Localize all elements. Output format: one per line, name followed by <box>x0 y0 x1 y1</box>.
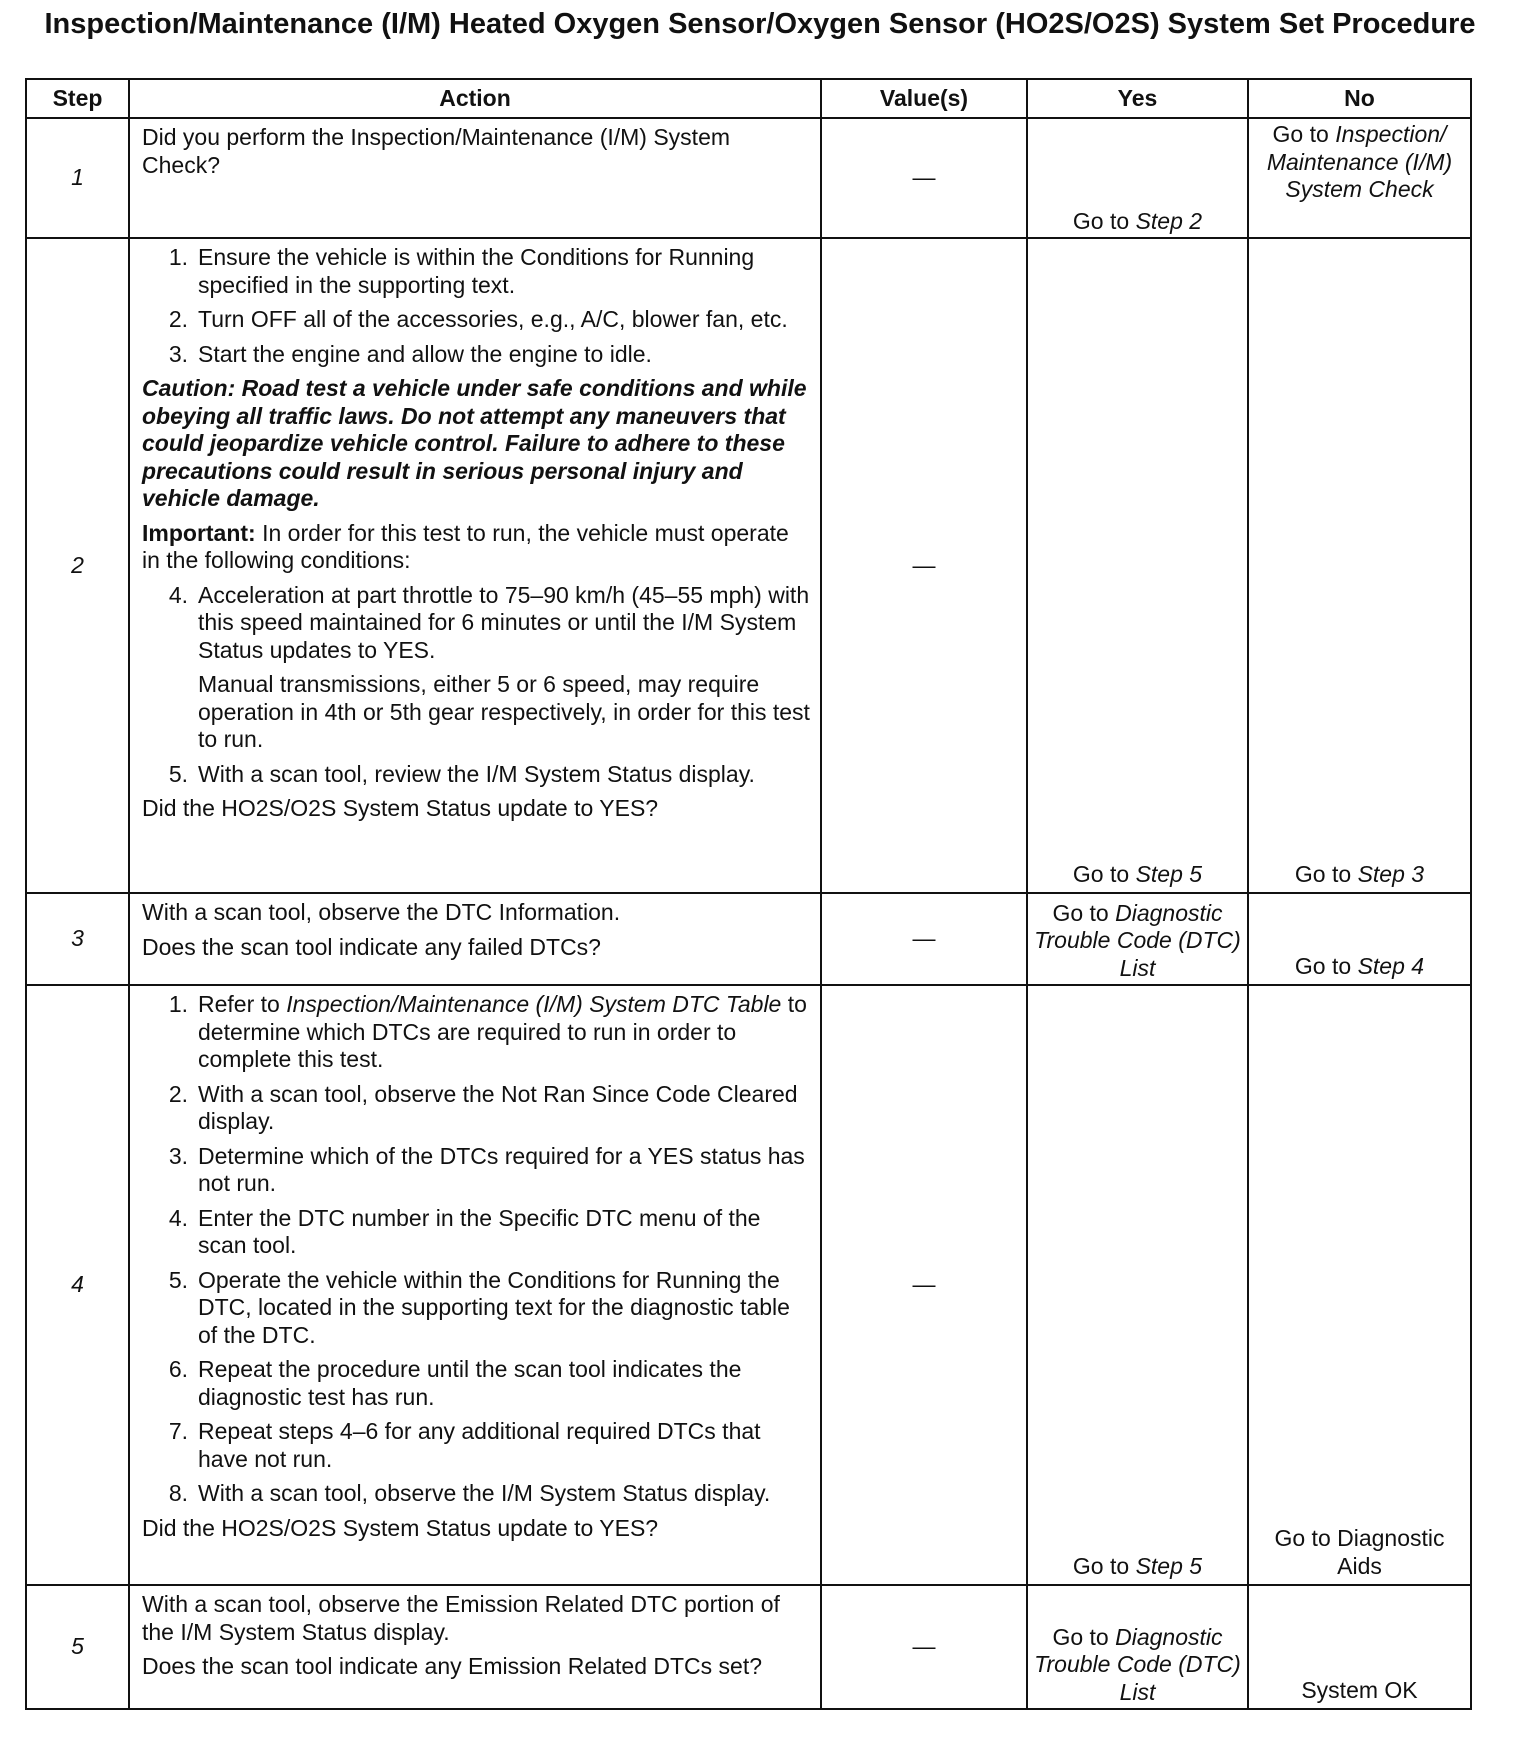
goto-link[interactable]: Diagnostic Trouble Code (DTC) List <box>1034 899 1241 981</box>
reference-link[interactable]: Inspection/Maintenance (I/M) System DTC Table <box>286 991 782 1017</box>
goto-link[interactable]: Step 3 <box>1357 860 1425 887</box>
table-row <box>26 893 1471 985</box>
goto-link[interactable]: Step 2 <box>1135 207 1203 234</box>
manual-transmission-note: Manual transmissions, either 5 or 6 speed, may require operation in 4th or 5th gear respectively, in order for this test to run. <box>198 671 810 752</box>
table-row <box>26 1585 1471 1709</box>
yes-cell: Go to Diagnostic Trouble Code (DTC) List <box>1027 1585 1248 1709</box>
caution-text: Caution: Road test a vehicle under safe conditions and while obeying all traffic laws. Do not attempt any maneuvers that could jeopardize vehicle control. Failure to adhere to these precautions could result in serious personal injury and vehicle damage. <box>142 375 807 511</box>
list-item: 6. Repeat the procedure until the scan tool indicates the diagnostic test has run. <box>168 1356 742 1410</box>
procedure-table <box>25 78 1472 1710</box>
action-cell <box>129 238 821 893</box>
list-item: 5. Operate the vehicle within the Conditions for Running the DTC, located in the supporting text for the diagnostic table of the DTC. <box>168 1266 790 1348</box>
step-number: 1 <box>26 118 129 238</box>
header-row <box>26 79 1471 118</box>
action-text: With a scan tool, observe the DTC Information. <box>142 899 621 925</box>
goto-link[interactable]: Diagnostic Trouble Code (DTC) List <box>1034 1623 1241 1705</box>
yes-cell: Go to Diagnostic Trouble Code (DTC) List <box>1027 893 1248 985</box>
question-text: Did the HO2S/O2S System Status update to YES? <box>142 795 659 821</box>
list-item: 5. With a scan tool, review the I/M System Status display. <box>168 760 755 787</box>
list-item: 2. Turn OFF all of the accessories, e.g., A/C, blower fan, etc. <box>168 306 788 332</box>
list-item: 4. Enter the DTC number in the Specific DTC menu of the scan tool. <box>168 1204 761 1258</box>
value-cell: — <box>821 118 1027 238</box>
step-number: 4 <box>26 985 129 1585</box>
yes-cell: Go to Step 5 <box>1027 238 1248 893</box>
action-cell <box>129 1585 821 1709</box>
header-step: Step <box>26 79 129 118</box>
action-text: With a scan tool, observe the Emission Related DTC portion of the I/M System Status display. <box>142 1591 780 1645</box>
list-item: 1. Ensure the vehicle is within the Conditions for Running specified in the supporting text. <box>168 244 755 298</box>
question-text: Did the HO2S/O2S System Status update to YES? <box>142 1514 659 1541</box>
status-text: System OK <box>1301 1676 1418 1703</box>
list-item: 4. Acceleration at part throttle to 75–90 km/h (45–55 mph) with this speed maintained for 6 minutes or until the I/M System Status updates to YES. <box>168 581 810 663</box>
action-cell <box>129 893 821 985</box>
no-cell: Go to Step 3 <box>1248 238 1471 893</box>
list-item: 7. Repeat steps 4–6 for any additional required DTCs that have not run. <box>168 1418 761 1472</box>
header-yes: Yes <box>1027 79 1248 118</box>
step-number: 2 <box>26 238 129 893</box>
page-title: Inspection/Maintenance (I/M) Heated Oxygen Sensor/Oxygen Sensor (HO2S/O2S) System Set Procedure <box>44 8 1476 40</box>
yes-cell: Go to Step 5 <box>1027 985 1248 1585</box>
step-number: 5 <box>26 1585 129 1709</box>
value-cell: — <box>821 238 1027 893</box>
list-item: 2. With a scan tool, observe the Not Ran Since Code Cleared display. <box>168 1080 798 1134</box>
action-cell <box>129 118 821 238</box>
goto-link[interactable]: Inspection/ Maintenance (I/M) System Check <box>1266 121 1453 202</box>
question-text: Does the scan tool indicate any Emission Related DTCs set? <box>142 1653 763 1679</box>
goto-link[interactable]: Step 5 <box>1135 860 1203 887</box>
action-cell <box>129 985 821 1585</box>
no-cell: Go to Inspection/ Maintenance (I/M) System Check <box>1248 118 1471 238</box>
no-cell: Go to Step 4 <box>1248 893 1471 985</box>
header-action: Action <box>129 79 821 118</box>
yes-cell: Go to Step 2 <box>1027 118 1248 238</box>
important-note: Important: In order for this test to run, the vehicle must operate in the following conditions: <box>142 519 789 573</box>
goto-link[interactable]: Step 4 <box>1357 952 1425 979</box>
no-cell <box>1248 985 1471 1585</box>
list-item: 1. Refer to Inspection/Maintenance (I/M) System DTC Table to determine which DTCs are required to run in order to complete this test. <box>168 991 807 1072</box>
table-row <box>26 118 1471 238</box>
goto-link[interactable]: Step 5 <box>1135 1552 1203 1579</box>
header-no: No <box>1248 79 1471 118</box>
question-text: Does the scan tool indicate any failed DTCs? <box>142 933 601 960</box>
no-cell <box>1248 1585 1471 1709</box>
list-item: 3. Start the engine and allow the engine to idle. <box>168 340 652 367</box>
header-values: Value(s) <box>821 79 1027 118</box>
list-item: 8. With a scan tool, observe the I/M System Status display. <box>168 1480 771 1506</box>
value-cell: — <box>821 1585 1027 1709</box>
step-number: 3 <box>26 893 129 985</box>
list-item: 3. Determine which of the DTCs required for a YES status has not run. <box>168 1142 805 1196</box>
value-cell: — <box>821 893 1027 985</box>
question-text: Did you perform the Inspection/Maintenance (I/M) System Check? <box>142 124 731 178</box>
goto-link[interactable]: Go to Diagnostic Aids <box>1274 1525 1445 1579</box>
table-row <box>26 238 1471 893</box>
table-row <box>26 985 1471 1585</box>
value-cell: — <box>821 985 1027 1585</box>
